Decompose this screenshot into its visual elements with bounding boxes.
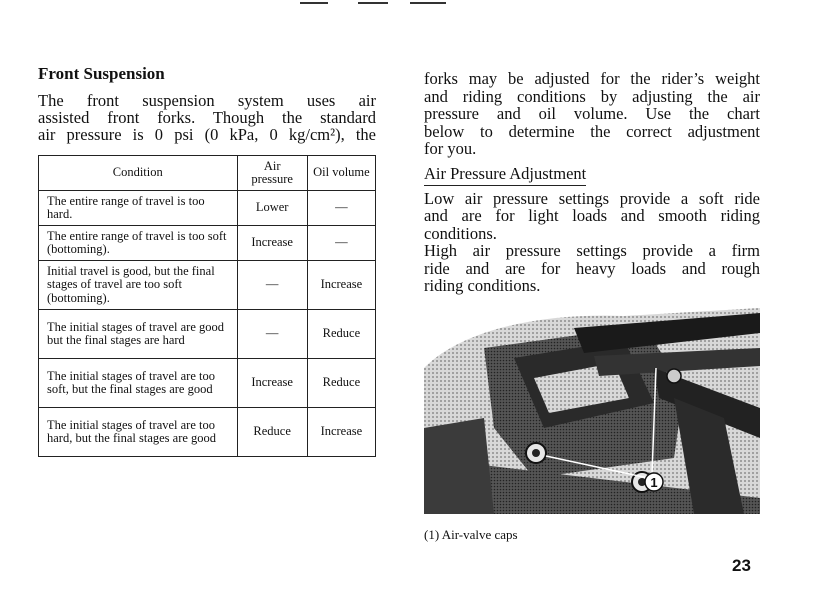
oil-cell: Increase xyxy=(307,261,375,310)
air-cell: Increase xyxy=(237,226,307,261)
low-pressure-paragraph xyxy=(424,190,760,243)
page-number: 23 xyxy=(732,556,751,575)
condition-cell: The initial stages of travel are good but the final stages are hard xyxy=(39,310,238,359)
text-line: and are for light loads and smooth riding xyxy=(424,206,760,225)
intro-line: air pressure is 0 psi (0 kPa, 0 kg/cm²), the xyxy=(38,125,376,144)
table-row xyxy=(39,408,376,457)
table-row xyxy=(39,310,376,359)
fork-air-valve-photo xyxy=(424,308,760,514)
header-air-pressure: Air pressure xyxy=(237,156,307,191)
oil-cell: Reduce xyxy=(307,359,375,408)
text-line: forks may be adjusted for the rider’s weight xyxy=(424,69,760,88)
air-cell: Increase xyxy=(237,359,307,408)
photo-caption: (1) Air-valve caps xyxy=(424,527,518,542)
condition-cell: The entire range of travel is too soft (bottoming). xyxy=(39,226,238,261)
intro-line: assisted front forks. Though the standard xyxy=(38,108,376,127)
table-header-row xyxy=(39,156,376,191)
table-row xyxy=(39,191,376,226)
right-column xyxy=(424,70,760,295)
oil-cell: — xyxy=(307,191,375,226)
table-row xyxy=(39,226,376,261)
text-line: for you. xyxy=(424,139,477,158)
condition-cell: The entire range of travel is too hard. xyxy=(39,191,238,226)
oil-cell: Increase xyxy=(307,408,375,457)
adjustment-table xyxy=(38,155,376,457)
condition-cell: The initial stages of travel are too hard, but the final stages are good xyxy=(39,408,238,457)
air-cell: — xyxy=(237,310,307,359)
text-line: High air pressure settings provide a firm xyxy=(424,241,760,260)
text-line: and riding conditions by adjusting the air xyxy=(424,86,760,106)
header-condition: Condition xyxy=(39,156,238,191)
oil-cell: — xyxy=(307,226,375,261)
intro-paragraph xyxy=(38,92,376,143)
left-column xyxy=(38,64,376,143)
header-oil-volume: Oil volume xyxy=(307,156,375,191)
text-line: ride and are for heavy loads and rough xyxy=(424,258,760,278)
air-pressure-subheading: Air Pressure Adjustment xyxy=(424,164,586,186)
top-edge-marks xyxy=(300,0,520,6)
photo-illustration xyxy=(424,308,760,514)
air-cell: — xyxy=(237,261,307,310)
condition-cell: The initial stages of travel are too soft, but the final stages are good xyxy=(39,359,238,408)
text-line: below to determine the correct adjustment xyxy=(424,121,760,141)
text-line: riding conditions. xyxy=(424,276,541,295)
air-cell: Lower xyxy=(237,191,307,226)
text-line: Low air pressure settings provide a soft ride xyxy=(424,188,760,208)
callout-number: 1 xyxy=(650,475,658,490)
high-pressure-paragraph xyxy=(424,242,760,295)
oil-cell: Reduce xyxy=(307,310,375,359)
text-line: conditions. xyxy=(424,223,497,243)
air-cell: Reduce xyxy=(237,408,307,457)
intro-line: The front suspension system uses air xyxy=(38,91,376,110)
table-row xyxy=(39,261,376,310)
condition-cell: Initial travel is good, but the final stages of travel are too soft (bottoming). xyxy=(39,261,238,310)
table-row xyxy=(39,359,376,408)
text-line: pressure and oil volume. Use the chart xyxy=(424,104,760,123)
continued-paragraph xyxy=(424,70,760,158)
section-heading: Front Suspension xyxy=(38,64,165,83)
